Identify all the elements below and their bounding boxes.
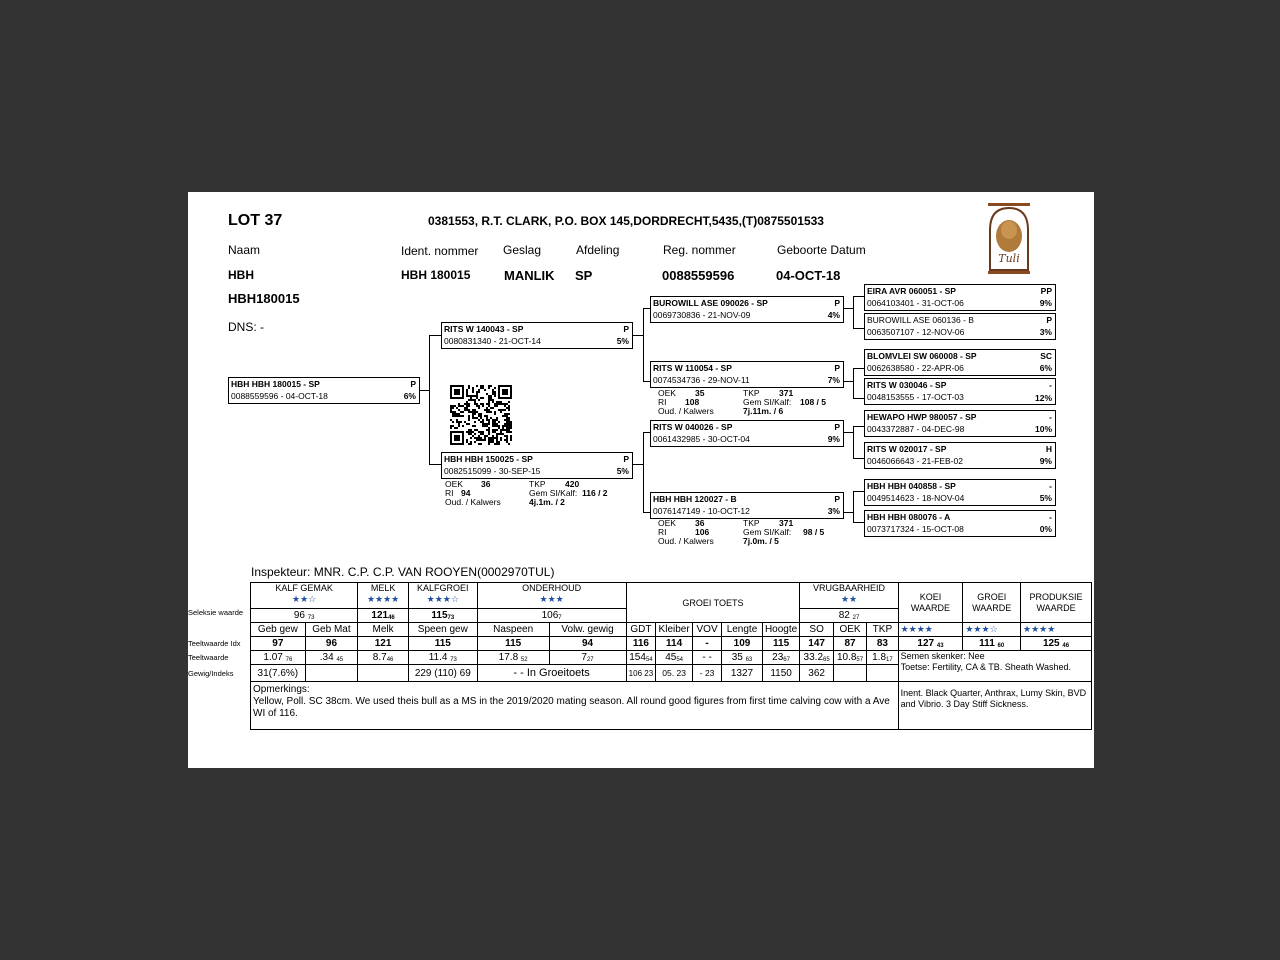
side-gewig: Gewig/Indeks: [188, 669, 234, 678]
pedigree-sire-sire: BUROWILL ASE 090026 - SP 0069730836 - 21-NOV-09 P 4%: [650, 296, 844, 323]
idx-vov: -: [692, 637, 721, 651]
col-speen-gew: Speen gew: [408, 623, 477, 637]
sire-dam-stats: OEK 35 RI 108 Oud. / Kalwers TKP 371 Gem SI/Kalf: 108 / 5 7j.11m. / 6: [658, 388, 826, 416]
col-kleiber: Kleiber: [656, 623, 693, 637]
tw-so: $33.2_{65}$: [800, 651, 833, 665]
label-afdeling: Afdeling: [576, 243, 620, 257]
pedigree-sds: BLOMVLEI SW 060008 - SP 0062638580 - 22-APR-06 SC 6%: [864, 349, 1056, 376]
pedigree-dss: HEWAPO HWP 980057 - SP 0043372887 - 04-DEC-98 - 10%: [864, 410, 1056, 437]
value-afdeling: SP: [575, 268, 593, 283]
label-geslag: Geslag: [503, 243, 542, 257]
pedigree-ssd: BUROWILL ASE 060136 - B 0063507107 - 12-NOV-06 P 3%: [864, 313, 1056, 340]
label-naam: Naam: [228, 243, 261, 257]
pedigree-sheet: [188, 192, 1094, 768]
gw-geb-mat: [305, 665, 358, 682]
side-teelt: Teeltwaarde: [188, 653, 229, 662]
side-seleksie: Seleksie waarde: [188, 608, 244, 617]
group-groei-toets: GROEI TOETS: [626, 583, 800, 623]
performance-table: [250, 582, 1092, 730]
group-vrugbaarheid: VRUGBAARHEID ★★: [800, 583, 898, 609]
idx-volw-gewig: 94: [549, 637, 626, 651]
tw-vov: - -: [692, 651, 721, 665]
col-naspeen: Naspeen: [477, 623, 549, 637]
idx-oek: 87: [833, 637, 866, 651]
gw-oek: [833, 665, 866, 682]
col-geb-mat: Geb Mat: [305, 623, 358, 637]
pedigree-dam-sire: RITS W 040026 - SP 0061432985 - 30-OCT-04 P 9%: [650, 420, 844, 447]
idx-koei: 127 $_{43}$: [898, 637, 963, 651]
group-melk: MELK ★★★★: [358, 583, 409, 609]
sel-kalf-gemak: 96 $_{73}$: [251, 609, 358, 623]
col-oek: OEK: [833, 623, 866, 637]
value-geslag: MANLIK: [504, 268, 555, 283]
group-produksie: PRODUKSIE WAARDE: [1021, 583, 1092, 623]
idx-kleiber: 114: [656, 637, 693, 651]
value-naam: HBH: [228, 268, 254, 282]
sel-vrugbaarheid: 82 $_{27}$: [800, 609, 898, 623]
sel-onderhoud: $106_7$: [477, 609, 626, 623]
idx-groei: 111 $_{60}$: [963, 637, 1021, 651]
remarks: Opmerkings: Yellow, Poll. SC 38cm. We used theis bull as a MS in the 2019/2020 mating season. All round good figures from first time calving cow with a Ave WI of 116.: [251, 682, 899, 730]
gw-kleiber: 05. 23: [656, 665, 693, 682]
idx-hoogte: 115: [762, 637, 800, 651]
gw-vov: - 23: [692, 665, 721, 682]
tw-oek: $10.8_{57}$: [833, 651, 866, 665]
group-koei: KOEI WAARDE: [898, 583, 963, 623]
gw-hoogte: 1150: [762, 665, 800, 682]
pedigree-dsd: RITS W 020017 - SP 0046066643 - 21-FEB-02 H 9%: [864, 442, 1056, 469]
gw-naspeen: - - In Groeitoets: [477, 665, 626, 682]
gw-lengte: 1327: [722, 665, 762, 682]
col-gdt: GDT: [626, 623, 656, 637]
svg-text:Tuli: Tuli: [998, 252, 1020, 265]
dns-status: DNS: -: [228, 320, 264, 334]
idx-geb-mat: 96: [305, 637, 358, 651]
inoculations: Inent. Black Quarter, Anthrax, Lumy Skin, BVD and Vibrio. 3 Day Stiff Sickness.: [898, 682, 1091, 730]
tw-melk: $8.7_{46}$: [358, 651, 409, 665]
pedigree-dds: HBH HBH 040858 - SP 0049514623 - 18-NOV-04 - 5%: [864, 479, 1056, 506]
idx-naspeen: 115: [477, 637, 549, 651]
idx-so: 147: [800, 637, 833, 651]
value-geboorte: 04-OCT-18: [776, 268, 841, 283]
sel-kalfgroei: $115_{73}$: [408, 609, 477, 623]
pedigree-sss: EIRA AVR 060051 - SP 0064103401 - 31-OCT-06 PP 9%: [864, 284, 1056, 311]
col-so: SO: [800, 623, 833, 637]
pedigree-sire-dam: RITS W 110054 - SP 0074534736 - 29-NOV-11 P 7%: [650, 361, 844, 388]
tw-tkp: $1.8_{17}$: [867, 651, 898, 665]
tw-hoogte: $23_{67}$: [762, 651, 800, 665]
tw-geb-mat: .34 $_{45}$: [305, 651, 358, 665]
gw-so: 362: [800, 665, 833, 682]
idx-tkp: 83: [867, 637, 898, 651]
gw-tkp: [867, 665, 898, 682]
col-tkp: TKP: [867, 623, 898, 637]
col-geb-gew: Geb gew: [251, 623, 306, 637]
inspector: Inspekteur: MNR. C.P. C.P. VAN ROOYEN(0002970TUL): [251, 565, 555, 579]
breeder-info: 0381553, R.T. CLARK, P.O. BOX 145,DORDRECHT,5435,(T)0875501533: [428, 214, 824, 228]
tw-lengte: 35 $_{63}$: [722, 651, 762, 665]
label-geboorte: Geboorte Datum: [777, 243, 866, 257]
gw-gdt: 106 23: [626, 665, 656, 682]
pedigree-self: HBH HBH 180015 - SP 0088559596 - 04-OCT-18 P 6%: [228, 377, 420, 404]
group-kalfgroei: KALFGROEI ★★★☆: [408, 583, 477, 609]
pedigree-sdd: RITS W 030046 - SP 0048153555 - 17-OCT-03 - 12%: [864, 378, 1056, 405]
col-hoogte: Hoogte: [762, 623, 800, 637]
dam-stats: OEK 36 RI 94 Oud. / Kalwers TKP 420 Gem SI/Kalf: 116 / 2 4j.1m. / 2: [445, 479, 608, 507]
idx-geb-gew: 97: [251, 637, 306, 651]
pedigree-dam-dam: HBH HBH 120027 - B 0076147149 - 10-OCT-12 P 3%: [650, 492, 844, 519]
tw-naspeen: 17.8 $_{52}$: [477, 651, 549, 665]
semen-tests: Semen skenker: Nee Toetse: Fertility, CA & TB. Sheath Washed.: [898, 651, 1091, 682]
col-lengte: Lengte: [722, 623, 762, 637]
dam-dam-stats: OEK 36 RI 106 Oud. / Kalwers TKP 371 Gem SI/Kalf: 98 / 5 7j.0m. / 5: [658, 518, 825, 546]
side-teelt-idx: Teeltwaarde Idx: [188, 639, 241, 648]
pedigree-dam: HBH HBH 150025 - SP 0082515099 - 30-SEP-15 P 5%: [441, 452, 633, 479]
tw-volw-gewig: $7_{27}$: [549, 651, 626, 665]
tw-geb-gew: 1.07 $_{76}$: [251, 651, 306, 665]
gw-melk: [358, 665, 409, 682]
gw-geb-gew: 31(7.6%): [251, 665, 306, 682]
group-groei: GROEI WAARDE: [963, 583, 1021, 623]
idx-speen-gew: 115: [408, 637, 477, 651]
group-onderhoud: ONDERHOUD ★★★: [477, 583, 626, 609]
col-melk: Melk: [358, 623, 409, 637]
idx-lengte: 109: [722, 637, 762, 651]
col-vov: VOV: [692, 623, 721, 637]
koei-stars: ★★★★: [898, 623, 963, 637]
col-volw-gewig: Volw. gewig: [549, 623, 626, 637]
label-ident: Ident. nommer: [401, 244, 479, 258]
tuli-logo: [984, 200, 1034, 276]
pedigree-sire: RITS W 140043 - SP 0080831340 - 21-OCT-14 P 5%: [441, 322, 633, 349]
sel-melk: $121_{46}$: [358, 609, 409, 623]
tw-speen-gew: 11.4 $_{73}$: [408, 651, 477, 665]
idx-gdt: 116: [626, 637, 656, 651]
tw-kleiber: $45_{54}$: [656, 651, 693, 665]
value-reg: 0088559596: [662, 268, 735, 283]
pedigree-ddd: HBH HBH 080076 - A 0073717324 - 15-OCT-08 - 0%: [864, 510, 1056, 537]
gw-speen-gew: 229 (110) 69: [408, 665, 477, 682]
idx-produksie: 125 $_{46}$: [1021, 637, 1092, 651]
animal-name: HBH180015: [228, 291, 300, 306]
produksie-stars: ★★★★: [1021, 623, 1092, 637]
idx-melk: 121: [358, 637, 409, 651]
qr-code: [450, 385, 512, 445]
groei-stars: ★★★☆: [963, 623, 1021, 637]
value-ident: HBH 180015: [401, 268, 471, 282]
group-kalf-gemak: KALF GEMAK ★★☆: [251, 583, 358, 609]
lot-number: LOT 37: [228, 212, 283, 229]
label-reg: Reg. nommer: [663, 243, 736, 257]
tw-gdt: $154_{54}$: [626, 651, 656, 665]
